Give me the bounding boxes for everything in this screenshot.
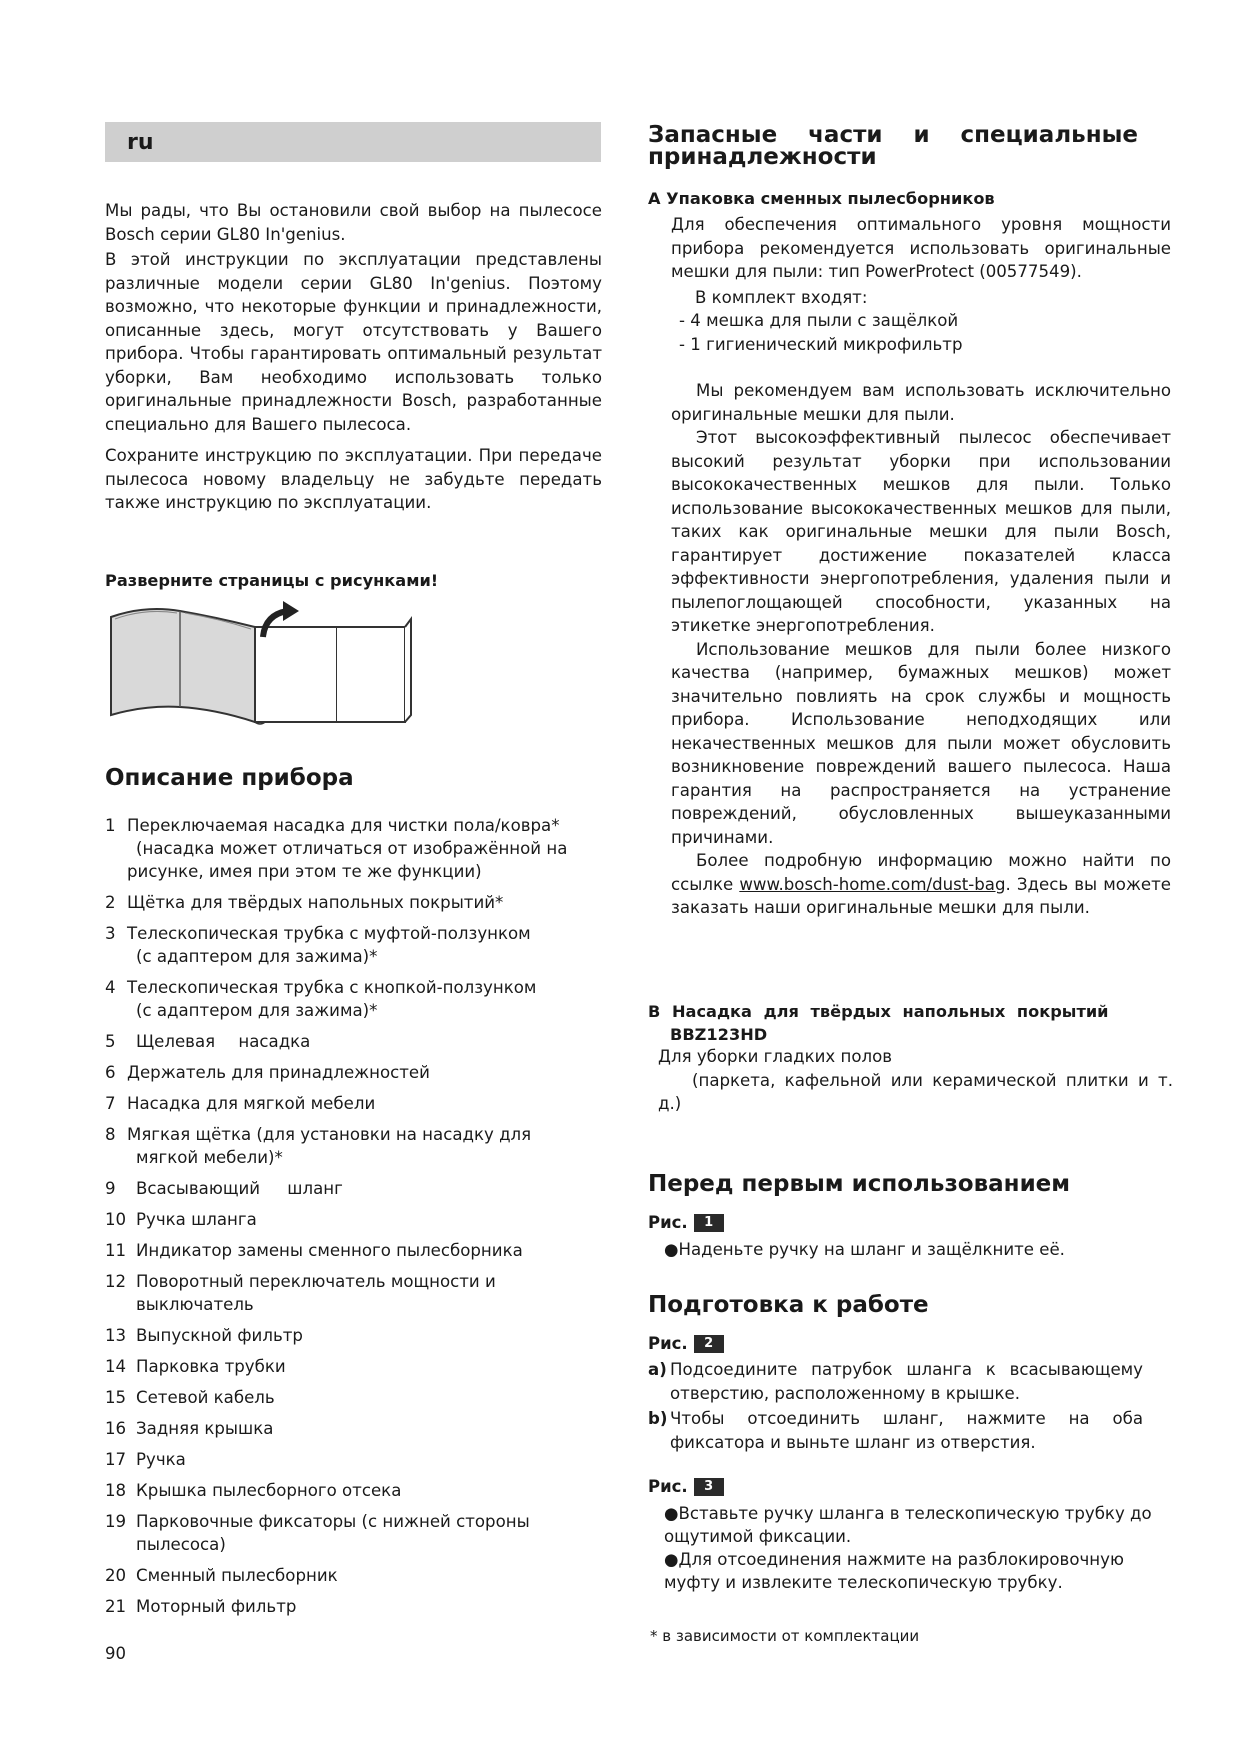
- list-item: 17 Ручка: [105, 1450, 186, 1469]
- unfold-heading: Разверните страницы с рисунками!: [105, 571, 439, 590]
- figure-3-steps: [664, 1502, 1154, 1594]
- list-item: 6 Держатель для принадлежностей: [105, 1063, 430, 1082]
- list-item: 8 Мягкая щётка (для установки на насадку для мягкой мебели)*: [105, 1125, 532, 1167]
- section-a-heading: A Упаковка сменных пылесборников: [648, 189, 995, 208]
- language-code: ru: [127, 130, 154, 155]
- preparation-title: Подготовка к работе: [648, 1292, 929, 1318]
- section-a-paragraph-2: Мы рекомендуем вам использовать исключительно оригинальные мешки для пыли.: [671, 381, 1171, 424]
- figure-1-label: Рис. 1: [648, 1213, 1168, 1232]
- list-item: 2 Щётка для твёрдых напольных покрытий*: [105, 893, 504, 912]
- language-bar: [105, 122, 601, 162]
- list-item: 16 Задняя крышка: [105, 1419, 274, 1438]
- section-b-heading: B Насадка для твёрдых напольных покрытий BBZ123HD: [648, 1002, 1109, 1044]
- section-a-paragraph-1: Для обеспечения оптимального уровня мощности прибора рекомендуется использовать оригинальные мешки для пыли: тип PowerProtect (00577549).: [671, 215, 1171, 281]
- component-list: [105, 814, 605, 1626]
- list-item: 1 Переключаемая насадка для чистки пола/ковра* (насадка может отличаться от изображённой на рисунке, имея при этом те же функции): [105, 816, 568, 881]
- intro-paragraph-1: Мы рады, что Вы остановили свой выбор на пылесосе Bosch серии GL80 In'genius.: [105, 201, 602, 244]
- list-item: 13 Выпускной фильтр: [105, 1326, 303, 1345]
- figure-3-label: Рис. 3: [648, 1477, 1168, 1496]
- list-item: 11 Индикатор замены сменного пылесборника: [105, 1241, 523, 1260]
- figure-3-number: 3: [694, 1478, 724, 1496]
- list-item: 10 Ручка шланга: [105, 1210, 257, 1229]
- kit-item-1: - 4 мешка для пыли с защёлкой: [679, 311, 959, 330]
- intro-paragraph-2: В этой инструкции по эксплуатации представлены различные модели серии GL80 In'genius. Поэтому возможно, что некоторые функции и принадлежности, описанные здесь, могут отсутствовать у Вашего прибора. Чтобы гарантировать оптимальный результат уборки, Вам необходимо использовать только оригинальные принадлежности Bosch, разработанные специально для Вашего пылесоса.: [105, 250, 602, 434]
- list-item: 5 Щелевая насадка: [105, 1032, 311, 1051]
- preparation-steps: [648, 1358, 1143, 1454]
- list-item: 21 Моторный фильтр: [105, 1597, 297, 1616]
- dust-bag-link[interactable]: www.bosch-home.com/dust-bag: [739, 874, 1006, 894]
- section-a-paragraph-3: Этот высокоэффективный пылесос обеспечивает высокий результат уборки при использовании высококачественных мешков для пыли. Только использование высококачественных мешков для пыли, таких как оригинальные мешки для пыли Bosch, гарантирует достижение показателей класса эффективности энергопотребления, удаления пыли и пылепоглощающей способности, указанных на этикетке энергопотребления.: [671, 428, 1171, 635]
- figure-1-number: 1: [694, 1214, 724, 1232]
- spare-parts-title: Запасные части и специальные принадлежности: [648, 122, 1138, 170]
- list-item: 3 Телескопическая трубка с муфтой-ползунком (с адаптером для зажима)*: [105, 924, 531, 966]
- unfold-pages-illustration: [105, 597, 435, 732]
- section-b-paragraph-2: (паркета, кафельной или керамической плитки и т. д.): [658, 1070, 1173, 1113]
- list-item: 4 Телескопическая трубка с кнопкой-ползунком (с адаптером для зажима)*: [105, 978, 537, 1020]
- figure-2-number: 2: [694, 1335, 724, 1353]
- list-item: 7 Насадка для мягкой мебели: [105, 1094, 376, 1113]
- list-item: 9 Всасывающий шланг: [105, 1179, 343, 1198]
- unfold-pages-icon: [105, 597, 435, 732]
- step-a: a) Подсоедините патрубок шланга к всасывающему отверстию, расположенному в крышке.: [648, 1360, 1143, 1403]
- section-a-paragraph-4: Использование мешков для пыли более низкого качества (например, бумажных мешков) может значительно повлиять на срок службы и мощность прибора. Использование неподходящих или некачественных мешков для пыли может обусловить возникновение повреждений вашего пылесоса. Наша гарантия на распространяется на устранение повреждений, обусловленных вышеуказанными причинами.: [671, 639, 1171, 847]
- figure-3-step-1: ●Вставьте ручку шланга в телескопическую трубку до ощутимой фиксации.: [664, 1504, 1152, 1546]
- list-item: 15 Сетевой кабель: [105, 1388, 275, 1407]
- description-title: Описание прибора: [105, 765, 354, 791]
- figure-2-label: Рис. 2: [648, 1334, 1168, 1353]
- list-item: 14 Парковка трубки: [105, 1357, 286, 1376]
- section-a-paragraph-5: Более подробную информацию можно найти по ссылке www.bosch-home.com/dust-bag. Здесь вы можете заказать наши оригинальные мешки для пыли.: [671, 851, 1171, 917]
- list-item: 19 Парковочные фиксаторы (с нижней стороны пылесоса): [105, 1512, 530, 1554]
- before-use-step: ●Наденьте ручку на шланг и защёлкните её.: [664, 1240, 1065, 1259]
- section-b-paragraph-1: Для уборки гладких полов: [658, 1047, 893, 1066]
- intro-paragraph-3: Сохраните инструкцию по эксплуатации. При передаче пылесоса новому владельцу не забудьте передать также инструкцию по эксплуатации.: [105, 446, 602, 512]
- kit-item-2: - 1 гигиенический микрофильтр: [679, 334, 963, 354]
- before-use-title: Перед первым использованием: [648, 1171, 1071, 1197]
- page-number: 90: [105, 1644, 126, 1663]
- step-b: b) Чтобы отсоединить шланг, нажмите на оба фиксатора и выньте шланг из отверстия.: [648, 1409, 1143, 1452]
- list-item: 12 Поворотный переключатель мощности и выключатель: [105, 1272, 496, 1314]
- list-item: 20 Сменный пылесборник: [105, 1566, 338, 1585]
- kit-intro: В комплект входят:: [695, 287, 868, 307]
- section-a-body: [671, 213, 1171, 920]
- figure-3-step-2: ●Для отсоединения нажмите на разблокировочную муфту и извлеките телескопическую трубку.: [664, 1550, 1124, 1592]
- footnote: * в зависимости от комплектации: [650, 1627, 920, 1645]
- section-b-body: [658, 1045, 1173, 1116]
- intro-section: [105, 199, 602, 523]
- list-item: 18 Крышка пылесборного отсека: [105, 1481, 402, 1500]
